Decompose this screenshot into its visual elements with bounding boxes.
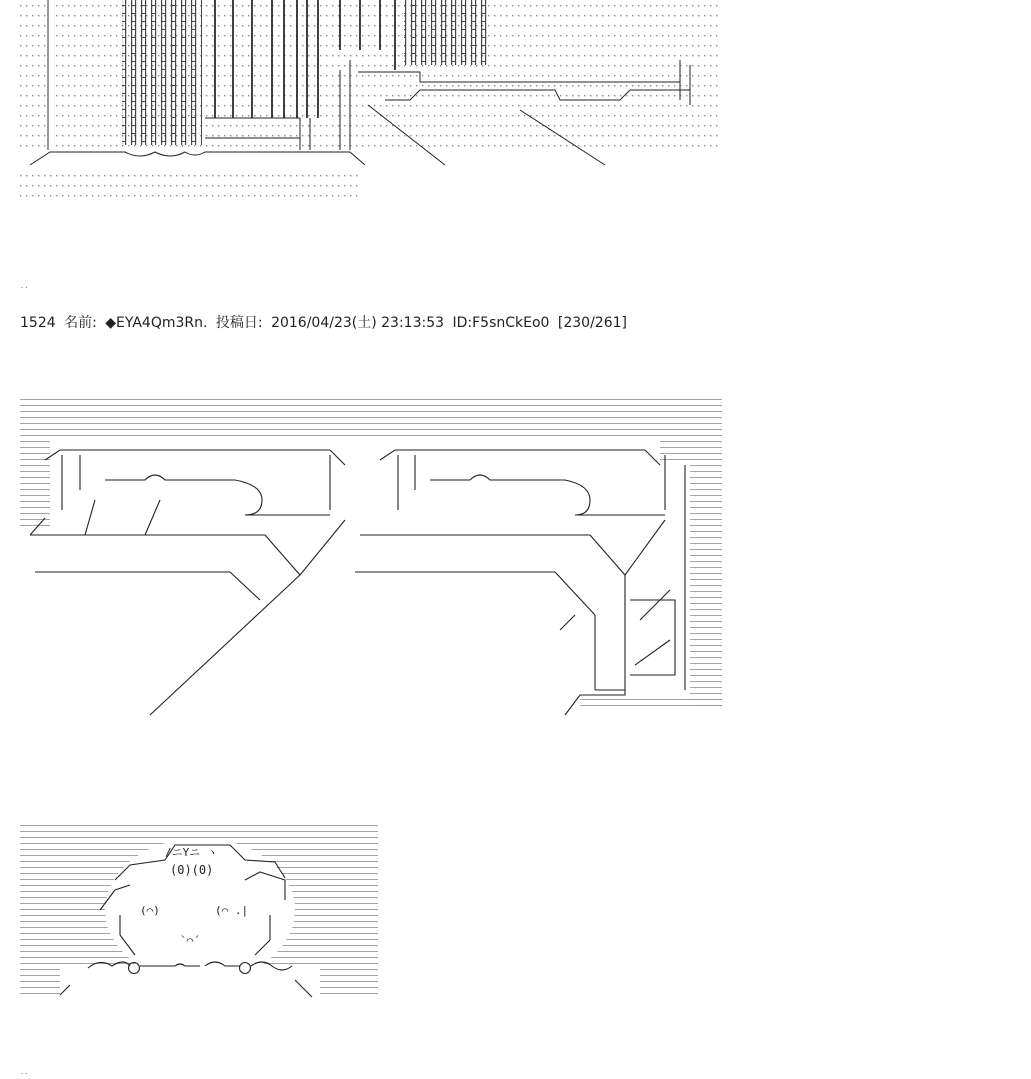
top-art-block <box>20 0 720 205</box>
face-eyes-top: /ニYニ ヽ <box>165 846 218 859</box>
post-count: [230/261] <box>557 315 627 331</box>
post-name-label: 名前: <box>64 315 97 331</box>
post-date: 2016/04/23(土) 23:13:53 <box>271 315 445 331</box>
post-number: 1524 <box>20 315 56 331</box>
desk-art-block <box>20 398 722 715</box>
face-left-cheek: (⌒) <box>140 904 160 917</box>
post-id[interactable]: ID:F5snCkEo0 <box>452 315 550 331</box>
face-eyes: (0)(0) <box>170 863 214 877</box>
separator-dots-top: .. <box>20 282 29 290</box>
separator-dots-bottom: .. <box>20 1068 29 1076</box>
face-right-cheek: (⌒ .| <box>215 904 249 917</box>
face-mouth: `⌒´ <box>180 934 200 947</box>
post-date-label: 投稿日: <box>215 315 263 331</box>
post-header <box>20 314 631 332</box>
post-trip[interactable]: ◆EYA4Qm3Rn. <box>105 315 208 331</box>
face-art-block <box>20 825 378 1000</box>
